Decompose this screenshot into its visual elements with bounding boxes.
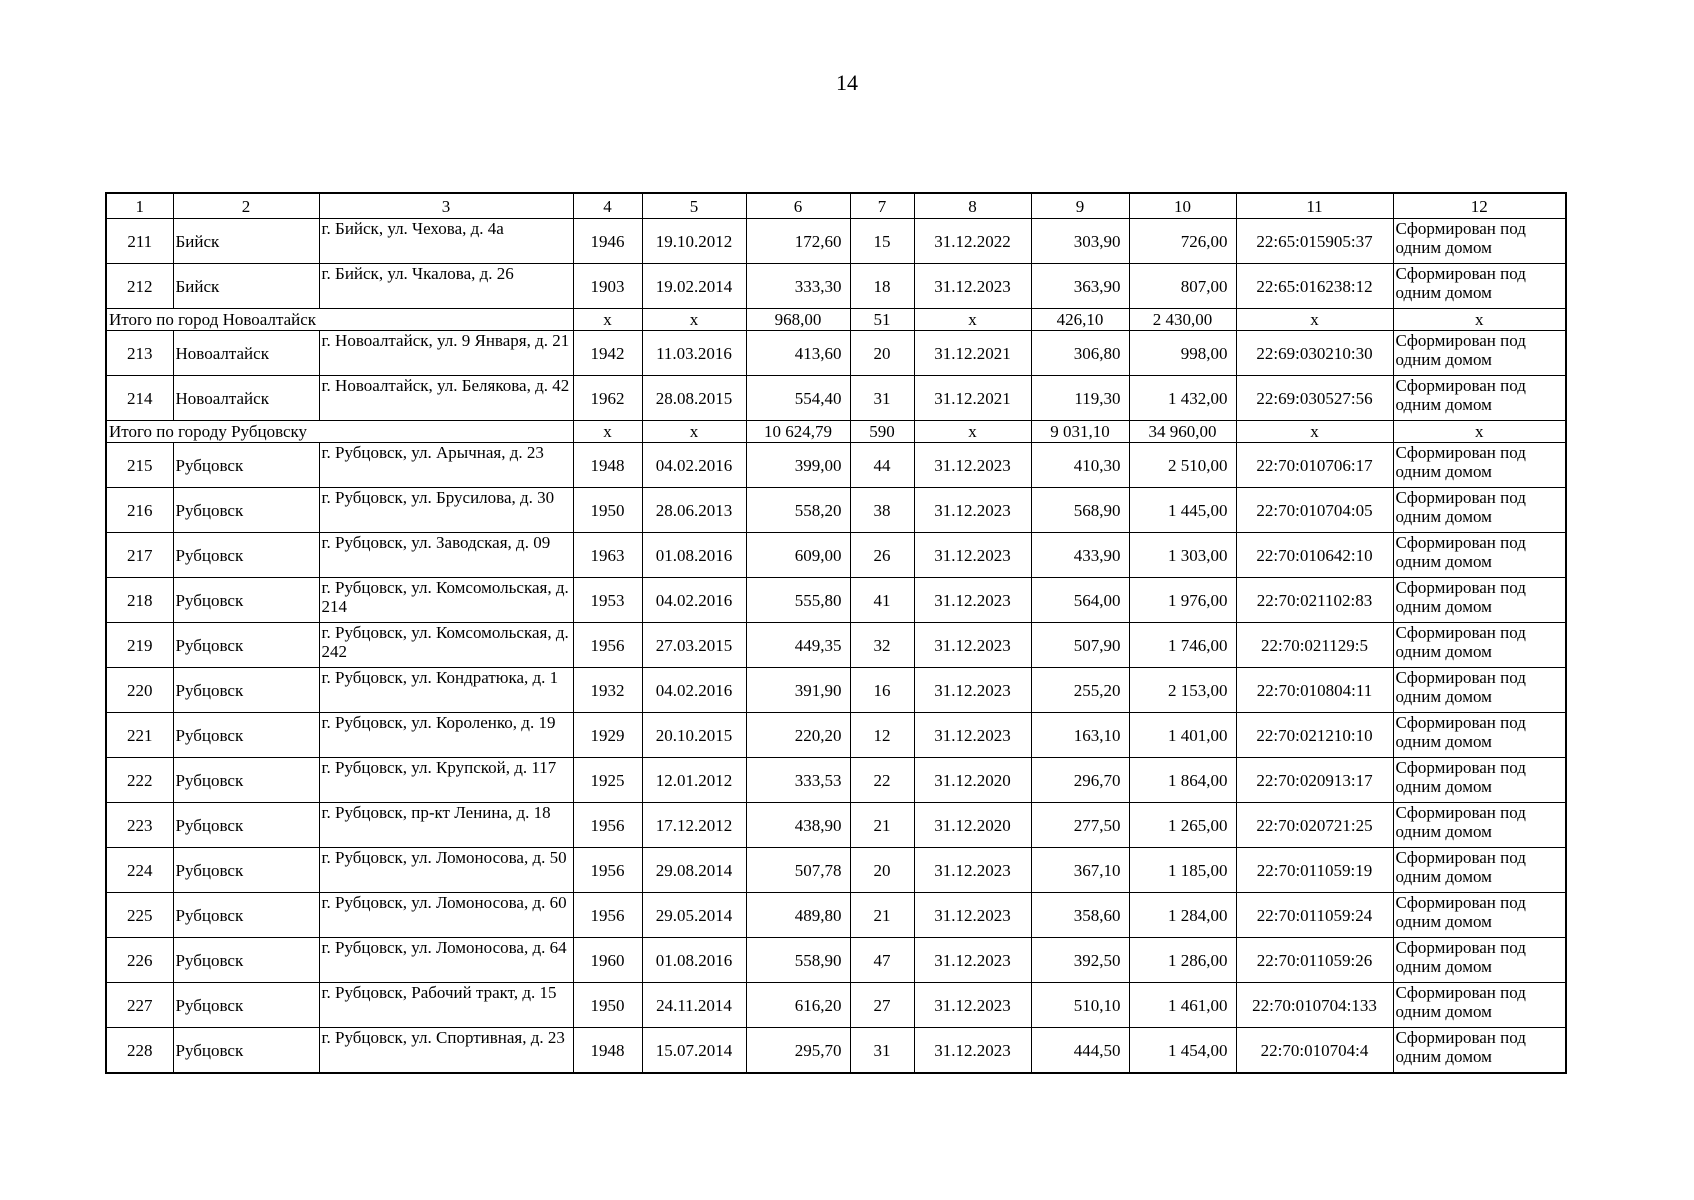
- deadline-cell: 31.12.2023: [914, 668, 1031, 713]
- date-cell: 27.03.2015: [642, 623, 746, 668]
- area-cell: 399,00: [746, 443, 850, 488]
- cadastral-number-cell: 22:65:016238:12: [1236, 264, 1393, 309]
- city-cell: Рубцовск: [173, 893, 319, 938]
- area-cell: 333,30: [746, 264, 850, 309]
- row-number-cell: 211: [106, 219, 173, 264]
- area-cell: 609,00: [746, 533, 850, 578]
- land-area-cell: 1 746,00: [1129, 623, 1236, 668]
- address-cell: г. Рубцовск, ул. Арычная, д. 23: [319, 443, 573, 488]
- deadline-cell: 31.12.2023: [914, 623, 1031, 668]
- year-built-cell: x: [573, 309, 642, 331]
- row-number-cell: 224: [106, 848, 173, 893]
- deadline-cell: 31.12.2023: [914, 578, 1031, 623]
- residents-cell: 32: [850, 623, 914, 668]
- row-number-cell: 212: [106, 264, 173, 309]
- land-status-cell: Сформирован под одним домом: [1393, 758, 1566, 803]
- land-area-cell: 807,00: [1129, 264, 1236, 309]
- land-area-cell: 1 401,00: [1129, 713, 1236, 758]
- land-area-cell: 1 461,00: [1129, 983, 1236, 1028]
- land-status-cell: Сформирован под одним домом: [1393, 376, 1566, 421]
- land-area-cell: 1 284,00: [1129, 893, 1236, 938]
- residents-cell: 26: [850, 533, 914, 578]
- land-area-cell: 34 960,00: [1129, 421, 1236, 443]
- row-number-cell: 218: [106, 578, 173, 623]
- land-status-cell: x: [1393, 309, 1566, 331]
- table-body: [106, 219, 1566, 1074]
- area-cell: 172,60: [746, 219, 850, 264]
- address-cell: г. Рубцовск, ул. Короленко, д. 19: [319, 713, 573, 758]
- residents-cell: 21: [850, 803, 914, 848]
- year-built-cell: 1953: [573, 578, 642, 623]
- date-cell: 24.11.2014: [642, 983, 746, 1028]
- city-cell: Бийск: [173, 264, 319, 309]
- subtotal-row: [106, 309, 1566, 331]
- table-row: [106, 533, 1566, 578]
- value-cell: 296,70: [1031, 758, 1129, 803]
- year-built-cell: 1956: [573, 803, 642, 848]
- date-cell: 28.06.2013: [642, 488, 746, 533]
- land-area-cell: 2 153,00: [1129, 668, 1236, 713]
- year-built-cell: 1948: [573, 443, 642, 488]
- cadastral-number-cell: 22:70:010704:4: [1236, 1028, 1393, 1074]
- land-status-cell: Сформирован под одним домом: [1393, 1028, 1566, 1074]
- city-cell: Рубцовск: [173, 983, 319, 1028]
- deadline-cell: x: [914, 421, 1031, 443]
- deadline-cell: 31.12.2021: [914, 376, 1031, 421]
- area-cell: 10 624,79: [746, 421, 850, 443]
- land-area-cell: 1 445,00: [1129, 488, 1236, 533]
- residents-cell: 22: [850, 758, 914, 803]
- land-area-cell: 1 185,00: [1129, 848, 1236, 893]
- year-built-cell: 1962: [573, 376, 642, 421]
- value-cell: 306,80: [1031, 331, 1129, 376]
- city-cell: Рубцовск: [173, 443, 319, 488]
- column-header: 12: [1393, 193, 1566, 219]
- city-cell: Рубцовск: [173, 758, 319, 803]
- table-row: [106, 848, 1566, 893]
- year-built-cell: 1956: [573, 848, 642, 893]
- date-cell: 20.10.2015: [642, 713, 746, 758]
- cadastral-number-cell: x: [1236, 309, 1393, 331]
- city-cell: Рубцовск: [173, 803, 319, 848]
- address-cell: г. Рубцовск, Рабочий тракт, д. 15: [319, 983, 573, 1028]
- land-area-cell: 1 976,00: [1129, 578, 1236, 623]
- land-area-cell: 1 454,00: [1129, 1028, 1236, 1074]
- deadline-cell: 31.12.2022: [914, 219, 1031, 264]
- table-row: [106, 488, 1566, 533]
- year-built-cell: 1948: [573, 1028, 642, 1074]
- value-cell: 568,90: [1031, 488, 1129, 533]
- column-header: 8: [914, 193, 1031, 219]
- land-status-cell: Сформирован под одним домом: [1393, 848, 1566, 893]
- value-cell: 119,30: [1031, 376, 1129, 421]
- subtotal-label-cell: Итого по городу Рубцовску: [106, 421, 573, 443]
- row-number-cell: 215: [106, 443, 173, 488]
- area-cell: 295,70: [746, 1028, 850, 1074]
- column-number-row: [106, 193, 1566, 219]
- date-cell: 04.02.2016: [642, 668, 746, 713]
- city-cell: Рубцовск: [173, 578, 319, 623]
- land-status-cell: Сформирован под одним домом: [1393, 331, 1566, 376]
- date-cell: 28.08.2015: [642, 376, 746, 421]
- land-status-cell: Сформирован под одним домом: [1393, 983, 1566, 1028]
- table-row: [106, 758, 1566, 803]
- column-header: 9: [1031, 193, 1129, 219]
- address-cell: г. Рубцовск, ул. Комсомольская, д. 242: [319, 623, 573, 668]
- deadline-cell: 31.12.2023: [914, 848, 1031, 893]
- date-cell: 01.08.2016: [642, 533, 746, 578]
- value-cell: 507,90: [1031, 623, 1129, 668]
- land-area-cell: 1 303,00: [1129, 533, 1236, 578]
- residents-cell: 590: [850, 421, 914, 443]
- date-cell: 11.03.2016: [642, 331, 746, 376]
- residents-cell: 41: [850, 578, 914, 623]
- value-cell: 510,10: [1031, 983, 1129, 1028]
- address-cell: г. Рубцовск, ул. Брусилова, д. 30: [319, 488, 573, 533]
- row-number-cell: 228: [106, 1028, 173, 1074]
- column-header: 5: [642, 193, 746, 219]
- deadline-cell: 31.12.2023: [914, 938, 1031, 983]
- land-status-cell: Сформирован под одним домом: [1393, 578, 1566, 623]
- date-cell: 17.12.2012: [642, 803, 746, 848]
- date-cell: x: [642, 309, 746, 331]
- column-header: 2: [173, 193, 319, 219]
- city-cell: Рубцовск: [173, 623, 319, 668]
- table-row: [106, 578, 1566, 623]
- address-cell: г. Рубцовск, ул. Заводская, д. 09: [319, 533, 573, 578]
- residents-cell: 20: [850, 331, 914, 376]
- area-cell: 438,90: [746, 803, 850, 848]
- residents-cell: 18: [850, 264, 914, 309]
- residents-cell: 20: [850, 848, 914, 893]
- row-number-cell: 214: [106, 376, 173, 421]
- residents-cell: 31: [850, 1028, 914, 1074]
- deadline-cell: 31.12.2023: [914, 893, 1031, 938]
- deadline-cell: 31.12.2023: [914, 443, 1031, 488]
- city-cell: Рубцовск: [173, 668, 319, 713]
- column-header: 4: [573, 193, 642, 219]
- land-area-cell: 1 864,00: [1129, 758, 1236, 803]
- date-cell: 29.08.2014: [642, 848, 746, 893]
- row-number-cell: 217: [106, 533, 173, 578]
- cadastral-number-cell: 22:70:010704:05: [1236, 488, 1393, 533]
- value-cell: 564,00: [1031, 578, 1129, 623]
- land-area-cell: 2 510,00: [1129, 443, 1236, 488]
- year-built-cell: 1950: [573, 983, 642, 1028]
- year-built-cell: 1932: [573, 668, 642, 713]
- deadline-cell: x: [914, 309, 1031, 331]
- table-row: [106, 938, 1566, 983]
- land-status-cell: Сформирован под одним домом: [1393, 488, 1566, 533]
- table-row: [106, 331, 1566, 376]
- address-cell: г. Рубцовск, ул. Комсомольская, д. 214: [319, 578, 573, 623]
- area-cell: 555,80: [746, 578, 850, 623]
- land-area-cell: 1 265,00: [1129, 803, 1236, 848]
- value-cell: 444,50: [1031, 1028, 1129, 1074]
- land-area-cell: 726,00: [1129, 219, 1236, 264]
- residents-cell: 12: [850, 713, 914, 758]
- land-status-cell: Сформирован под одним домом: [1393, 668, 1566, 713]
- residents-cell: 27: [850, 983, 914, 1028]
- column-header: 1: [106, 193, 173, 219]
- cadastral-number-cell: 22:65:015905:37: [1236, 219, 1393, 264]
- year-built-cell: 1963: [573, 533, 642, 578]
- cadastral-number-cell: 22:69:030527:56: [1236, 376, 1393, 421]
- address-cell: г. Новоалтайск, ул. 9 Января, д. 21: [319, 331, 573, 376]
- area-cell: 554,40: [746, 376, 850, 421]
- land-area-cell: 2 430,00: [1129, 309, 1236, 331]
- city-cell: Рубцовск: [173, 938, 319, 983]
- row-number-cell: 221: [106, 713, 173, 758]
- cadastral-number-cell: 22:70:020721:25: [1236, 803, 1393, 848]
- value-cell: 163,10: [1031, 713, 1129, 758]
- residents-cell: 38: [850, 488, 914, 533]
- table-row: [106, 219, 1566, 264]
- cadastral-number-cell: 22:70:010706:17: [1236, 443, 1393, 488]
- cadastral-number-cell: 22:70:011059:26: [1236, 938, 1393, 983]
- address-cell: г. Бийск, ул. Чехова, д. 4а: [319, 219, 573, 264]
- land-area-cell: 1 432,00: [1129, 376, 1236, 421]
- value-cell: 303,90: [1031, 219, 1129, 264]
- value-cell: 433,90: [1031, 533, 1129, 578]
- value-cell: 363,90: [1031, 264, 1129, 309]
- column-header: 6: [746, 193, 850, 219]
- cadastral-number-cell: 22:69:030210:30: [1236, 331, 1393, 376]
- city-cell: Рубцовск: [173, 713, 319, 758]
- column-header: 11: [1236, 193, 1393, 219]
- land-status-cell: Сформирован под одним домом: [1393, 623, 1566, 668]
- deadline-cell: 31.12.2023: [914, 488, 1031, 533]
- address-cell: г. Рубцовск, ул. Кондратюка, д. 1: [319, 668, 573, 713]
- table-row: [106, 713, 1566, 758]
- table-row: [106, 803, 1566, 848]
- column-header: 3: [319, 193, 573, 219]
- area-cell: 558,20: [746, 488, 850, 533]
- area-cell: 391,90: [746, 668, 850, 713]
- year-built-cell: x: [573, 421, 642, 443]
- area-cell: 220,20: [746, 713, 850, 758]
- land-status-cell: Сформирован под одним домом: [1393, 938, 1566, 983]
- city-cell: Рубцовск: [173, 488, 319, 533]
- cadastral-number-cell: 22:70:021102:83: [1236, 578, 1393, 623]
- deadline-cell: 31.12.2023: [914, 264, 1031, 309]
- residents-cell: 21: [850, 893, 914, 938]
- residents-cell: 31: [850, 376, 914, 421]
- date-cell: 01.08.2016: [642, 938, 746, 983]
- land-status-cell: Сформирован под одним домом: [1393, 803, 1566, 848]
- row-number-cell: 227: [106, 983, 173, 1028]
- cadastral-number-cell: 22:70:011059:19: [1236, 848, 1393, 893]
- area-cell: 413,60: [746, 331, 850, 376]
- area-cell: 507,78: [746, 848, 850, 893]
- date-cell: 15.07.2014: [642, 1028, 746, 1074]
- address-cell: г. Рубцовск, ул. Спортивная, д. 23: [319, 1028, 573, 1074]
- date-cell: 12.01.2012: [642, 758, 746, 803]
- city-cell: Рубцовск: [173, 1028, 319, 1074]
- cadastral-number-cell: 22:70:021129:5: [1236, 623, 1393, 668]
- value-cell: 426,10: [1031, 309, 1129, 331]
- cadastral-number-cell: 22:70:010804:11: [1236, 668, 1393, 713]
- land-status-cell: Сформирован под одним домом: [1393, 533, 1566, 578]
- area-cell: 449,35: [746, 623, 850, 668]
- residents-cell: 15: [850, 219, 914, 264]
- year-built-cell: 1942: [573, 331, 642, 376]
- city-cell: Бийск: [173, 219, 319, 264]
- table-row: [106, 983, 1566, 1028]
- address-cell: г. Бийск, ул. Чкалова, д. 26: [319, 264, 573, 309]
- residents-cell: 44: [850, 443, 914, 488]
- date-cell: 04.02.2016: [642, 443, 746, 488]
- land-area-cell: 1 286,00: [1129, 938, 1236, 983]
- value-cell: 367,10: [1031, 848, 1129, 893]
- deadline-cell: 31.12.2021: [914, 331, 1031, 376]
- land-status-cell: Сформирован под одним домом: [1393, 713, 1566, 758]
- year-built-cell: 1956: [573, 623, 642, 668]
- city-cell: Рубцовск: [173, 533, 319, 578]
- land-area-cell: 998,00: [1129, 331, 1236, 376]
- address-cell: г. Рубцовск, пр-кт Ленина, д. 18: [319, 803, 573, 848]
- address-cell: г. Рубцовск, ул. Ломоносова, д. 50: [319, 848, 573, 893]
- area-cell: 558,90: [746, 938, 850, 983]
- date-cell: 19.10.2012: [642, 219, 746, 264]
- table-row: [106, 264, 1566, 309]
- land-status-cell: Сформирован под одним домом: [1393, 219, 1566, 264]
- address-cell: г. Рубцовск, ул. Крупской, д. 117: [319, 758, 573, 803]
- value-cell: 358,60: [1031, 893, 1129, 938]
- value-cell: 392,50: [1031, 938, 1129, 983]
- row-number-cell: 219: [106, 623, 173, 668]
- deadline-cell: 31.12.2020: [914, 803, 1031, 848]
- cadastral-number-cell: 22:70:021210:10: [1236, 713, 1393, 758]
- deadline-cell: 31.12.2023: [914, 1028, 1031, 1074]
- row-number-cell: 220: [106, 668, 173, 713]
- row-number-cell: 213: [106, 331, 173, 376]
- table-row: [106, 893, 1566, 938]
- value-cell: 255,20: [1031, 668, 1129, 713]
- year-built-cell: 1950: [573, 488, 642, 533]
- cadastral-number-cell: x: [1236, 421, 1393, 443]
- table-row: [106, 1028, 1566, 1074]
- city-cell: Рубцовск: [173, 848, 319, 893]
- cadastral-number-cell: 22:70:010642:10: [1236, 533, 1393, 578]
- table-row: [106, 376, 1566, 421]
- residents-cell: 16: [850, 668, 914, 713]
- area-cell: 616,20: [746, 983, 850, 1028]
- area-cell: 968,00: [746, 309, 850, 331]
- address-cell: г. Новоалтайск, ул. Белякова, д. 42: [319, 376, 573, 421]
- year-built-cell: 1946: [573, 219, 642, 264]
- date-cell: 29.05.2014: [642, 893, 746, 938]
- residents-cell: 47: [850, 938, 914, 983]
- row-number-cell: 222: [106, 758, 173, 803]
- deadline-cell: 31.12.2020: [914, 758, 1031, 803]
- address-cell: г. Рубцовск, ул. Ломоносова, д. 64: [319, 938, 573, 983]
- row-number-cell: 225: [106, 893, 173, 938]
- year-built-cell: 1925: [573, 758, 642, 803]
- value-cell: 277,50: [1031, 803, 1129, 848]
- table-row: [106, 623, 1566, 668]
- city-cell: Новоалтайск: [173, 376, 319, 421]
- address-cell: г. Рубцовск, ул. Ломоносова, д. 60: [319, 893, 573, 938]
- land-status-cell: Сформирован под одним домом: [1393, 264, 1566, 309]
- row-number-cell: 223: [106, 803, 173, 848]
- row-number-cell: 226: [106, 938, 173, 983]
- column-header: 7: [850, 193, 914, 219]
- deadline-cell: 31.12.2023: [914, 533, 1031, 578]
- land-status-cell: Сформирован под одним домом: [1393, 443, 1566, 488]
- row-number-cell: 216: [106, 488, 173, 533]
- value-cell: 410,30: [1031, 443, 1129, 488]
- year-built-cell: 1956: [573, 893, 642, 938]
- year-built-cell: 1929: [573, 713, 642, 758]
- page-number: 14: [836, 70, 858, 95]
- table-row: [106, 443, 1566, 488]
- cadastral-number-cell: 22:70:010704:133: [1236, 983, 1393, 1028]
- deadline-cell: 31.12.2023: [914, 983, 1031, 1028]
- land-status-cell: x: [1393, 421, 1566, 443]
- residents-cell: 51: [850, 309, 914, 331]
- cadastral-number-cell: 22:70:020913:17: [1236, 758, 1393, 803]
- table-row: [106, 668, 1566, 713]
- subtotal-label-cell: Итого по город Новоалтайск: [106, 309, 573, 331]
- date-cell: 04.02.2016: [642, 578, 746, 623]
- area-cell: 489,80: [746, 893, 850, 938]
- land-status-cell: Сформирован под одним домом: [1393, 893, 1566, 938]
- date-cell: 19.02.2014: [642, 264, 746, 309]
- subtotal-row: [106, 421, 1566, 443]
- year-built-cell: 1903: [573, 264, 642, 309]
- deadline-cell: 31.12.2023: [914, 713, 1031, 758]
- area-cell: 333,53: [746, 758, 850, 803]
- year-built-cell: 1960: [573, 938, 642, 983]
- city-cell: Новоалтайск: [173, 331, 319, 376]
- date-cell: x: [642, 421, 746, 443]
- value-cell: 9 031,10: [1031, 421, 1129, 443]
- column-header: 10: [1129, 193, 1236, 219]
- cadastral-number-cell: 22:70:011059:24: [1236, 893, 1393, 938]
- housing-register-table: [105, 192, 1567, 1074]
